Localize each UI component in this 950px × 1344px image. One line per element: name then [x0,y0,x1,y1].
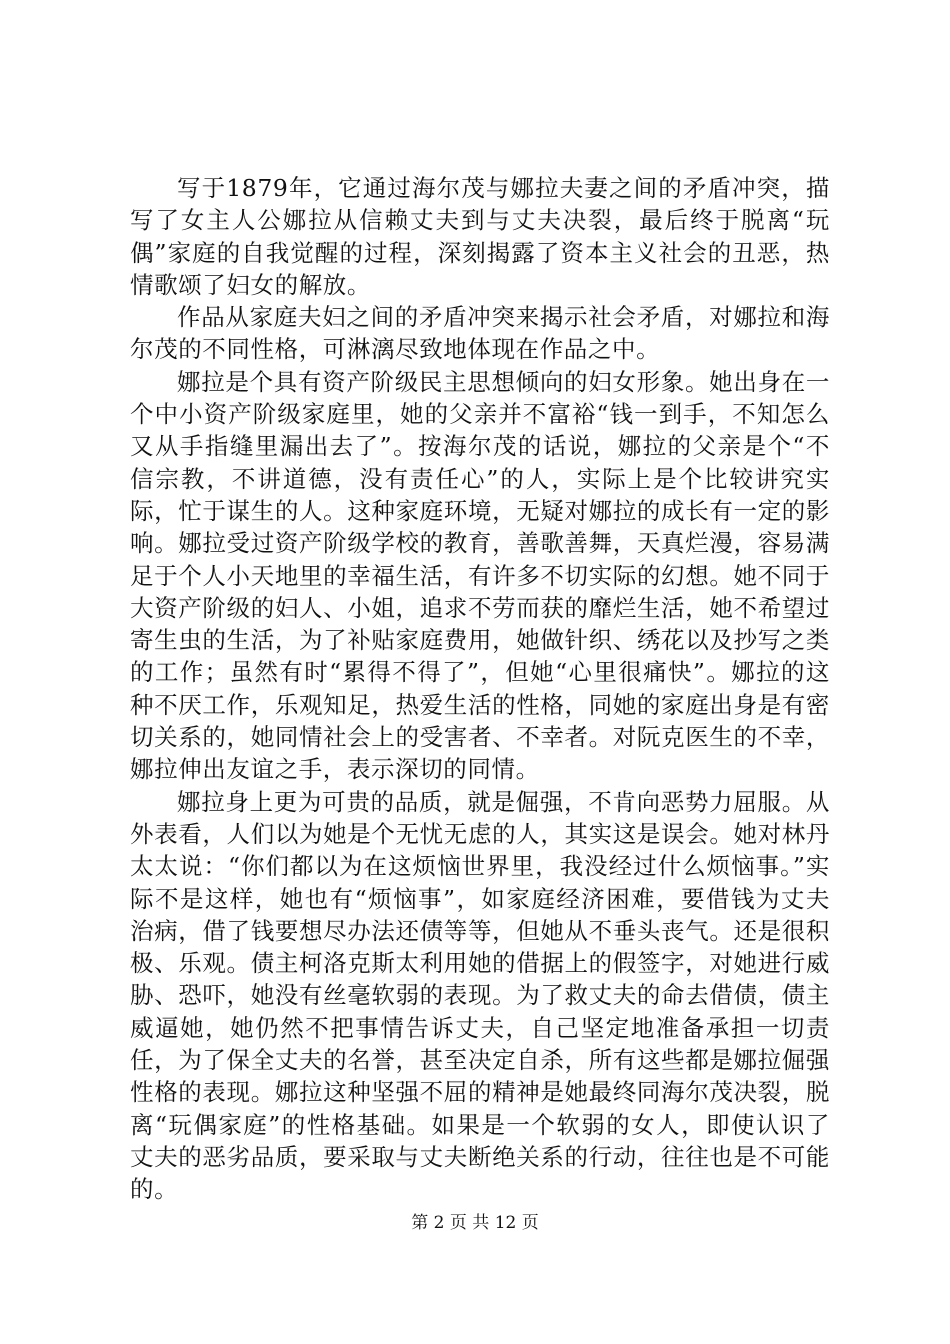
paragraph-1: 写于1879年，它通过海尔茂与娜拉夫妻之间的矛盾冲突，描写了女主人公娜拉从信赖丈夫到与丈夫决裂，最后终于脱离“玩偶”家庭的自我觉醒的过程，深刻揭露了资本主义社会的丑恶，热情歌颂了妇女的解放。 [130,174,830,299]
paragraph-3: 娜拉是个具有资产阶级民主思想倾向的妇女形象。她出身在一个中小资产阶级家庭里，她的父亲并不富裕“钱一到手，不知怎么又从手指缝里漏出去了”。按海尔茂的话说，娜拉的父亲是个“不信宗教，不讲道德，没有责任心”的人，实际上是个比较讲究实际，忙于谋生的人。这种家庭环境，无疑对娜拉的成长有一定的影响。娜拉受过资产阶级学校的教育，善歌善舞，天真烂漫，容易满足于个人小天地里的幸福生活，有许多不切实际的幻想。她不同于大资产阶级的妇人、小姐，追求不劳而获的靡烂生活，她不希望过寄生虫的生活，为了补贴家庭费用，她做针织、绣花以及抄写之类的工作；虽然有时“累得不得了”，但她“心里很痛快”。娜拉的这种不厌工作，乐观知足，热爱生活的性格，同她的家庭出身是有密切关系的，她同情社会上的受害者、不幸者。对阮克医生的不幸，娜拉伸出友谊之手，表示深切的同情。 [130,367,830,784]
document-body [130,172,830,1206]
page-number-footer: 第 2 页 共 12 页 [411,1213,539,1233]
paragraph-2: 作品从家庭夫妇之间的矛盾冲突来揭示社会矛盾，对娜拉和海尔茂的不同性格，可淋漓尽致地体现在作品之中。 [130,303,830,364]
paragraph-4: 娜拉身上更为可贵的品质，就是倔强，不肯向恶势力屈服。从外表看，人们以为她是个无忧无虑的人，其实这是误会。她对林丹太太说：“你们都以为在这烦恼世界里，我没经过什么烦恼事。”实际不是这样，她也有“烦恼事”，如家庭经济困难，要借钱为丈夫治病，借了钱要想尽办法还债等等，但她从不垂头丧气。还是很积极、乐观。债主柯洛克斯太利用她的借据上的假签字，对她进行威胁、恐吓，她没有丝毫软弱的表现。为了救丈夫的命去借债，债主威逼她，她仍然不把事情告诉丈夫，自己坚定地准备承担一切责任，为了保全丈夫的名誉，甚至决定自杀，所有这些都是娜拉倔强性格的表现。娜拉这种坚强不屈的精神是她最终同海尔茂决裂，脱离“玩偶家庭”的性格基础。如果是一个软弱的女人，即使认识了丈夫的恶劣品质，要采取与丈夫断绝关系的行动，往往也是不可能的。 [130,787,830,1204]
